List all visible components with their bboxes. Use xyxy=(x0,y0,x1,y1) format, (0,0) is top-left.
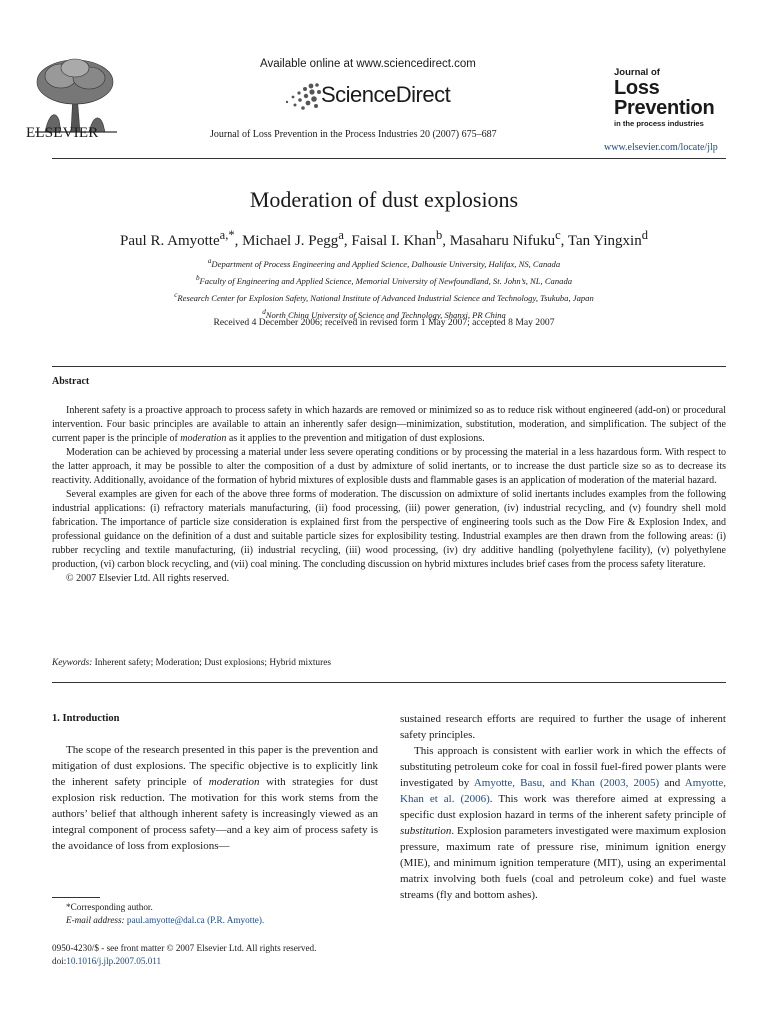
keywords-label: Keywords: xyxy=(52,658,93,668)
affiliation-line: $^b$Faculty of Engineering and Applied Science, Memorial University of Newfoundland, St. John’s, NL, Canada xyxy=(195,273,573,286)
email-link[interactable]: paul.amyotte@dal.ca xyxy=(126,915,205,925)
journal-citation: Journal of Loss Prevention in the Process Industries 20 (2007) 675–687 xyxy=(210,129,497,140)
body-paragraph: The scope of the research presented in this paper is the prevention and mitigation of dust explosions. The specific objective is to explicitly link the inherent safety principle of moderation with strategies for dust explosion risk reduction. The motivation for this work stems from the authors’ belief that although inherent safety is increasingly viewed as an integral component of process safety—and a key aim of process safety is the avoidance of loss from explosions— xyxy=(52,744,378,852)
doi-line: doi:10.1016/j.jlp.2007.05.011 xyxy=(52,956,162,966)
author-name: Masaharu Nifuku xyxy=(449,233,556,249)
abstract-body xyxy=(52,404,726,586)
left-column-text xyxy=(52,742,378,854)
affiliations xyxy=(0,254,768,321)
body-paragraph: sustained research efforts are required to further the usage of inherent safety principles. xyxy=(400,713,726,741)
sciencedirect-dots-icon xyxy=(281,80,325,114)
affiliation-line: $^a$Department of Process Engineering and Applied Science, Dalhousie University, Halifax, NS, Canada xyxy=(207,257,561,269)
right-column-text xyxy=(400,711,726,903)
journal-logo-line4: in the process industries xyxy=(614,118,704,128)
footnote xyxy=(52,901,264,927)
available-online-text: Available online at www.sciencedirect.com xyxy=(260,58,476,70)
keywords-divider xyxy=(52,682,726,683)
email-line: E-mail address: paul.amyotte@dal.ca (P.R. Amyotte). xyxy=(66,915,265,925)
citation-link[interactable]: Amyotte, Basu, and Khan (2003, 2005) xyxy=(473,777,660,789)
abstract-heading: Abstract xyxy=(52,376,90,387)
received-dates: Received 4 December 2006; received in revised form 1 May 2007; accepted 8 May 2007 xyxy=(213,317,555,328)
section-heading: 1. Introduction xyxy=(52,713,120,724)
author-name: Faisal I. Khan xyxy=(351,233,436,249)
abstract-paragraph: Inherent safety is a proactive approach to process safety in which hazards are removed or minimized so as to reduce risk without engineered (add-on) or procedural intervention. Four basic principles are available to attain an inherently safer design—minimization, substitution, moderation, and simplification. The subject of the current paper is the principle of moderation as it applies to the prevention and mitigation of dust explosions. xyxy=(52,405,726,444)
journal-logo-line1: Journal of xyxy=(614,67,660,78)
abstract-copyright: © 2007 Elsevier Ltd. All rights reserved. xyxy=(66,573,230,584)
article-title: Moderation of dust explosions xyxy=(249,187,519,212)
keywords-list: Inherent safety; Moderation; Dust explosions; Hybrid mixtures xyxy=(92,658,332,668)
body-paragraph: This approach is consistent with earlier work in which the effects of substituting petroleum coke for coal in fossil fuel-fired power plants were investigated by Amyotte, Basu, and Khan (2003, 2005) and Amyotte, Khan et al. (2006). This work was therefore aimed at expressing a specific dust explosion hazard in terms of the inherent safety principle of substitution. Explosion parameters investigated were maximum explosion pressure, maximum rate of pressure rise, minimum ignition energy (MIE), and minimum ignition temperature (MIT), using an experimental matrix involving both fuels (coal and petroleum coke) and fuel waste streams (fly and bottom ashes). xyxy=(400,745,727,901)
author-affil-mark: d xyxy=(641,228,648,242)
journal-logo-line3: Prevention xyxy=(614,96,715,119)
front-matter xyxy=(52,942,316,968)
author-name: Paul R. Amyotte xyxy=(120,233,220,249)
author-affil-mark: a,* xyxy=(219,228,235,242)
author-affil-mark: a xyxy=(338,228,344,242)
affiliation-line: $^d$North China University of Science and Technology, Shanxi, PR China xyxy=(262,307,506,320)
author-name: Michael J. Pegg xyxy=(242,233,339,249)
abstract-paragraph: Moderation can be achieved by processing a material under less severe operating conditions or by processing the material in a less hazardous form. With respect to the latter approach, it may be possible to alter the composition of a dust by admixture of solid inertants, or to increase the dust particle size so as to decrease its reactivity. Additionally, avoidance of the formation of hybrid mixtures of explosible dusts and flammable gases is an application of moderation of the material hazard. xyxy=(52,447,726,486)
author-list: Paul R. Amyotte$^{a,*}$, Michael J. Pegg$^a$, Faisal I. Khan$^b$, Masaharu Nifuku$^c$, Tan Yingxin$^d$ xyxy=(120,228,648,249)
author-affil-mark: c xyxy=(555,228,561,242)
keywords xyxy=(52,658,331,668)
publisher-name: ELSEVIER xyxy=(26,125,99,141)
journal-url-link[interactable]: www.elsevier.com/locate/jlp xyxy=(604,142,718,153)
journal-logo xyxy=(614,68,734,127)
citation-link[interactable]: Amyotte, Khan et al. (2006) xyxy=(400,777,727,805)
affiliation-line: $^c$Research Center for Explosion Safety, National Institute of Advanced Industrial Science and Technology, Tsukuba, Japan xyxy=(174,290,594,303)
header-divider xyxy=(52,158,726,159)
footnote-divider xyxy=(52,897,100,898)
abstract-divider xyxy=(52,366,726,367)
author-affil-mark: b xyxy=(435,228,443,242)
doi-link[interactable]: 10.1016/j.jlp.2007.05.011 xyxy=(66,956,162,966)
issn-line: 0950-4230/$ - see front matter © 2007 Elsevier Ltd. All rights reserved. xyxy=(52,943,317,953)
sciencedirect-wordmark: ScienceDirect xyxy=(321,82,451,107)
corresponding-author-note: *Corresponding author. xyxy=(66,902,153,912)
abstract-paragraph: Several examples are given for each of the above three forms of moderation. The discussion on admixture of solid inertants includes examples from the following industrial applications: (i) refractory materials manufacturing, (ii) food processing, (iii) power generation, (iv) industrial recycling, and (v) foundry shell mold fabrication. The importance of particle size consideration is explained first from the perspective of engineering tools such as the Dow Fire & Explosion Index, and professional guidance on the definition of a dust and suitable particle sizes for explosibility testing. Industrial examples are then drawn from the following areas: (i) rubber recycling and textile manufacturing, (ii) industrial recycling, (iii) wood processing, (iv) dry additive handling (polyethylene facility), (v) polyethylene production, (vi) carbon block recycling, and (vii) coal mining. The concluding discussion on hybrid mixtures includes brief cases from the process safety literature. xyxy=(52,489,726,570)
journal-logo-line2: Loss xyxy=(614,76,660,99)
sciencedirect-logo xyxy=(281,80,481,114)
author-name: Tan Yingxin xyxy=(567,233,642,249)
